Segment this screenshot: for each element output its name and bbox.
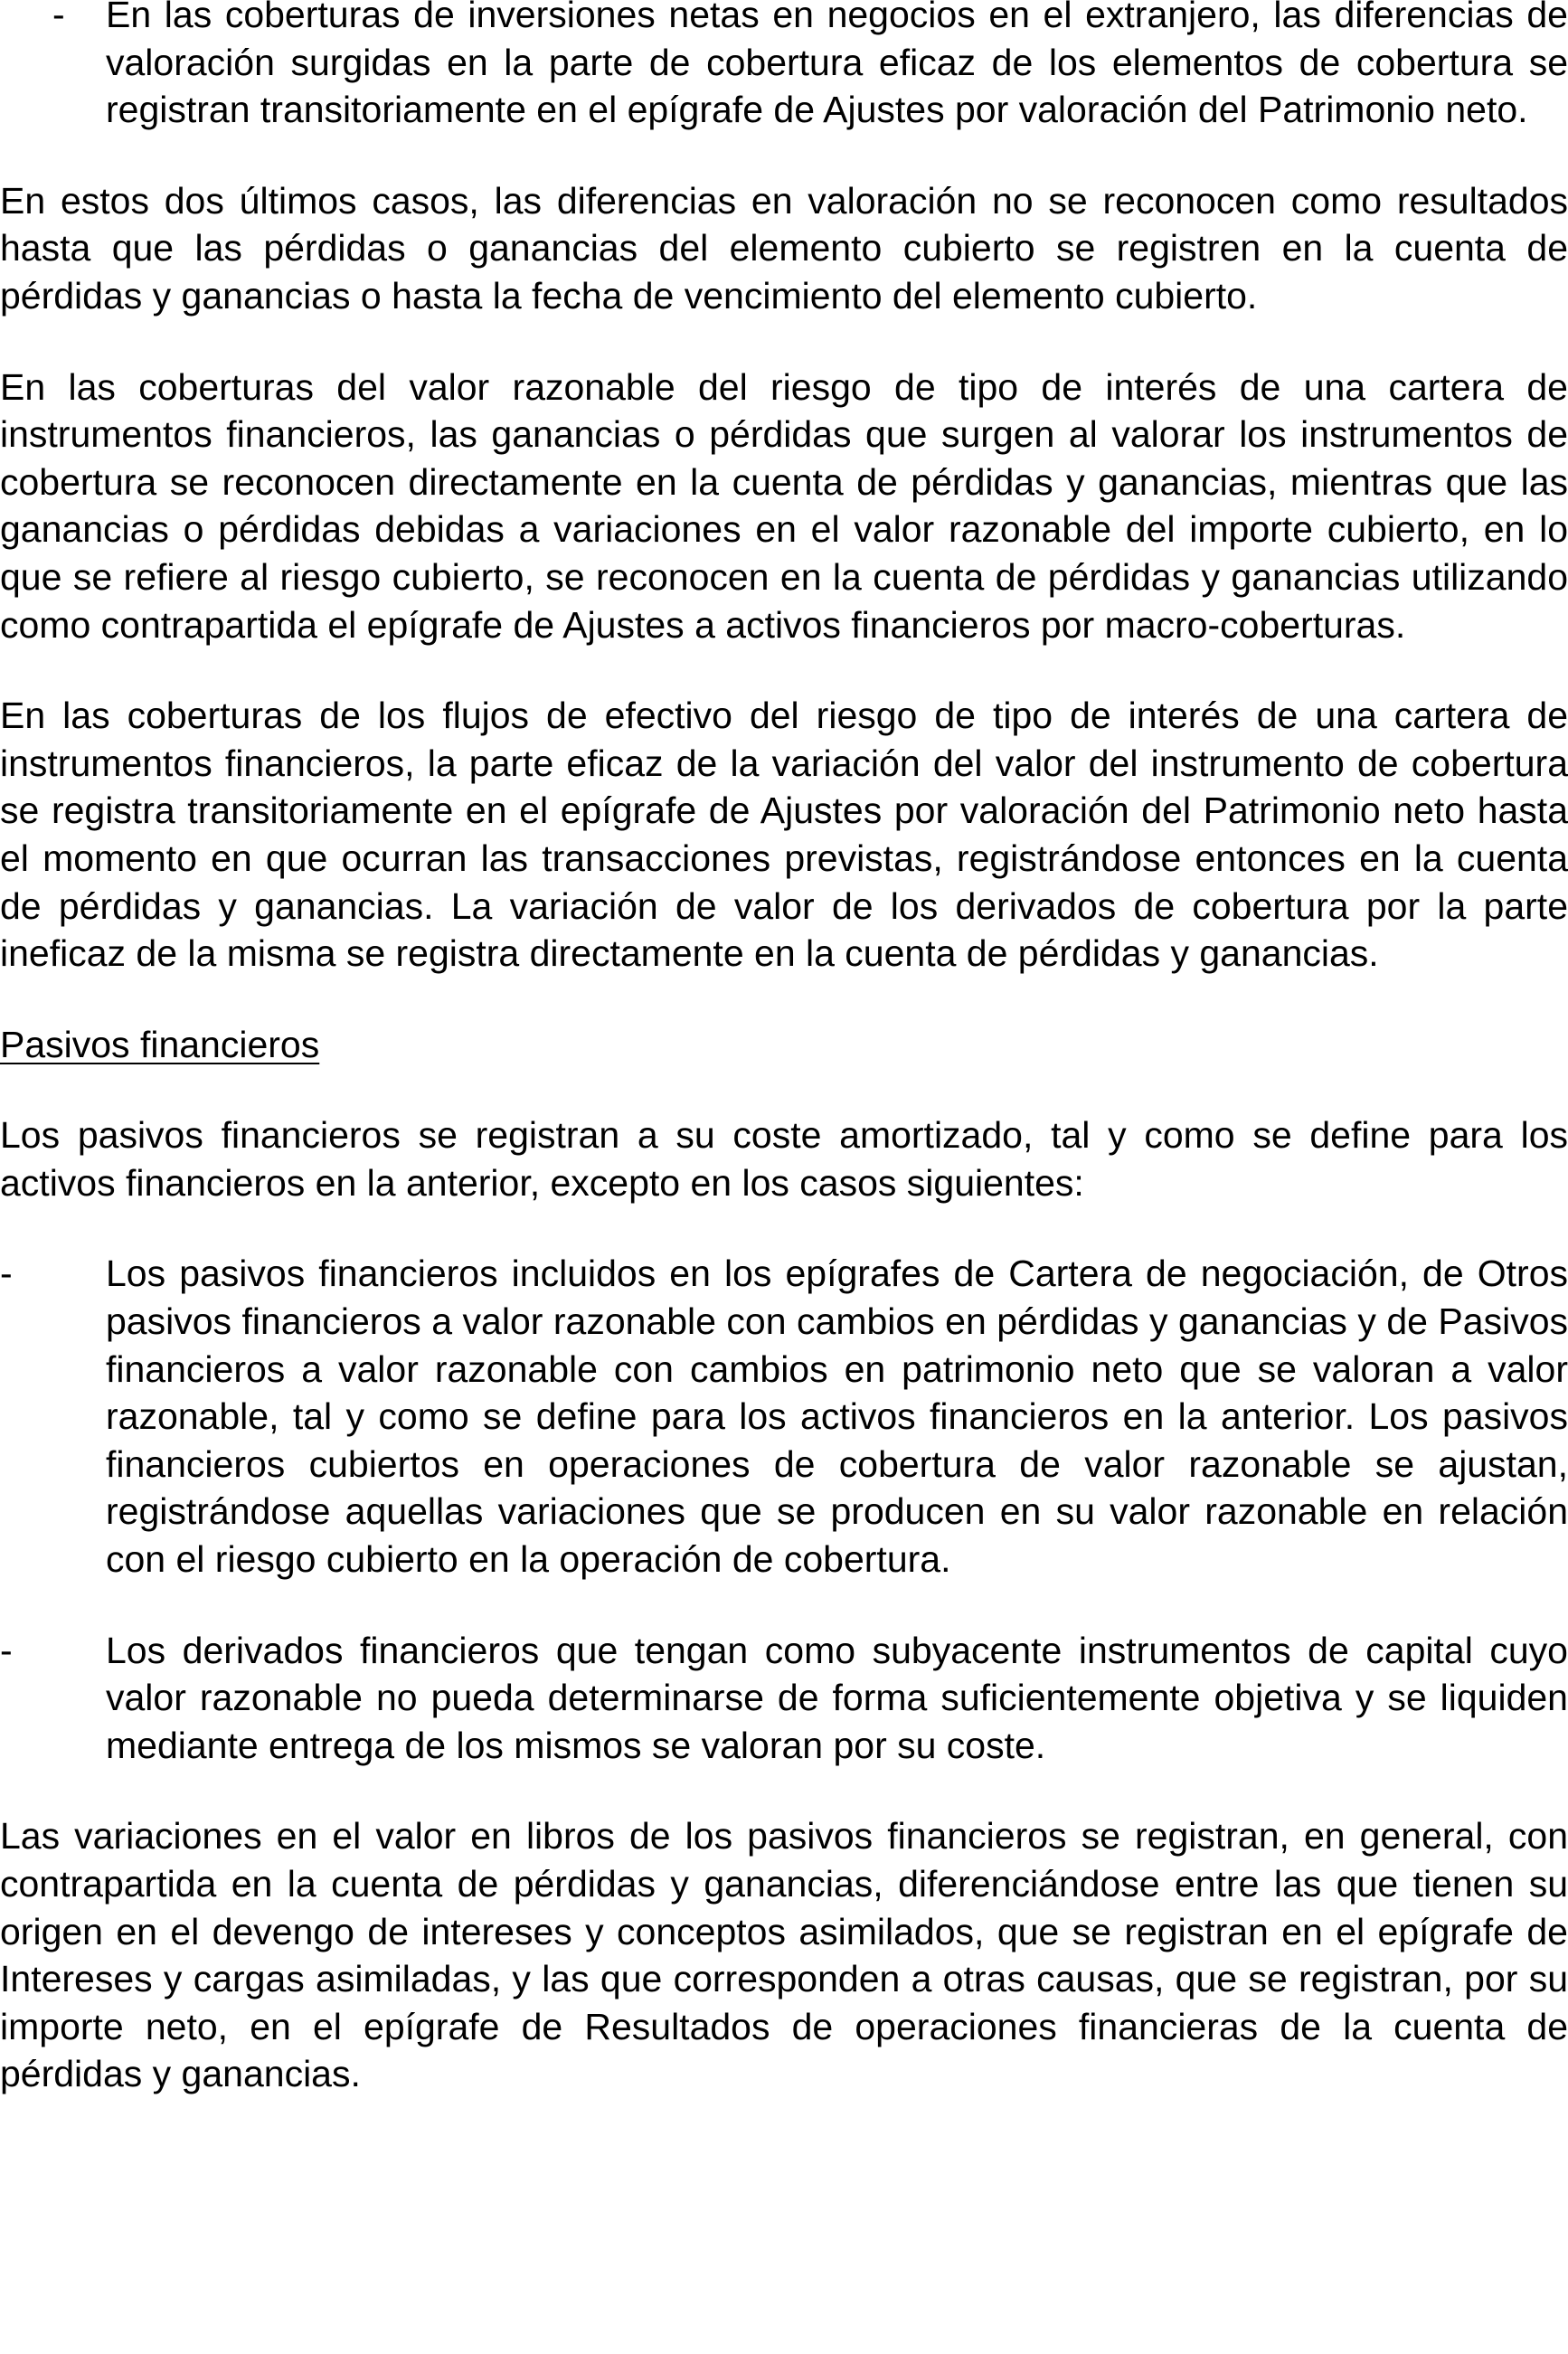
bullet-item-trading-liabilities — [0, 1250, 1568, 1583]
section-heading-financial-liabilities: Pasivos financieros — [0, 1023, 320, 1065]
bullet-item-equity-derivatives — [0, 1627, 1568, 1770]
bullet-dash: - — [0, 1253, 13, 1295]
bullet-item-net-investment-hedges — [0, 0, 1568, 134]
paragraph-carrying-amount-changes: Las variaciones en el valor en libros de los pasivos financieros se registran, en general, con contrapartida en la cuenta de pérdidas y ganancias, diferenciándose entre las que tienen su origen en el devengo de intereses y conceptos asimilados, que se registran en el epígrafe de Intereses y cargas asimiladas, y las que corresponden a otras causas, que se registran, por su importe neto, en el epígrafe de Resultados de operaciones financieras de la cuenta de pérdidas y ganancias. — [0, 1815, 1568, 2095]
bullet-text: Los derivados financieros que tengan como subyacente instrumentos de capital cuyo valor razonable no pueda determinarse de forma suficientemente objetiva y se liquiden mediante entrega de los mismos se valoran por su coste. — [106, 1629, 1568, 1766]
bullet-dash: - — [52, 0, 65, 35]
paragraph-fair-value-hedges: En las coberturas del valor razonable del riesgo de tipo de interés de una cartera de instrumentos financieros, las ganancias o pérdidas que surgen al valorar los instrumentos de cobertura se reconocen directamente en la cuenta de pérdidas y ganancias, mientras que las ganancias o pérdidas debidas a variaciones en el valor razonable del importe cubierto, en lo que se refiere al riesgo cubierto, se reconocen en la cuenta de pérdidas y ganancias utilizando como contrapartida el epígrafe de Ajustes a activos financieros por macro-coberturas. — [0, 365, 1568, 646]
paragraph-cash-flow-hedges: En las coberturas de los flujos de efectivo del riesgo de tipo de interés de una cartera de instrumentos financieros, la parte eficaz de la variación del valor del instrumento de cobertura se registra transitoriamente en el epígrafe de Ajustes por valoración del Patrimonio neto hasta el momento en que ocurran las transacciones previstas, registrándose entonces en la cuenta de pérdidas y ganancias. La variación de valor de los derivados de cobertura por la parte ineficaz de la misma se registra directamente en la cuenta de pérdidas y ganancias. — [0, 695, 1568, 975]
paragraph-valuation-differences: En estos dos últimos casos, las diferencias en valoración no se reconocen como resultados hasta que las pérdidas o ganancias del elemento cubierto se registren en la cuenta de pérdidas y ganancias o hasta la fecha de vencimiento del elemento cubierto. — [0, 179, 1568, 317]
bullet-dash: - — [0, 1629, 13, 1671]
paragraph-amortized-cost: Los pasivos financieros se registran a su coste amortizado, tal y como se define para los activos financieros en la anterior, excepto en los casos siguientes: — [0, 1114, 1568, 1204]
bullet-text: Los pasivos financieros incluidos en los epígrafes de Cartera de negociación, de Otros pasivos financieros a valor razonable con cambios en pérdidas y ganancias y de Pasivos financieros a valor razonable con cambios en patrimonio neto que se valoran a valor razonable, tal y como se define para los activos financieros en la anterior. Los pasivos financieros cubiertos en operaciones de cobertura de valor razonable se ajustan, registrándose aquellas variaciones que se producen en su valor razonable en relación con el riesgo cubierto en la operación de cobertura. — [106, 1253, 1568, 1581]
bullet-text: En las coberturas de inversiones netas en negocios en el extranjero, las diferencias de valoración surgidas en la parte de cobertura eficaz de los elementos de cobertura se registran transitoriamente en el epígrafe de Ajustes por valoración del Patrimonio neto. — [106, 0, 1568, 131]
